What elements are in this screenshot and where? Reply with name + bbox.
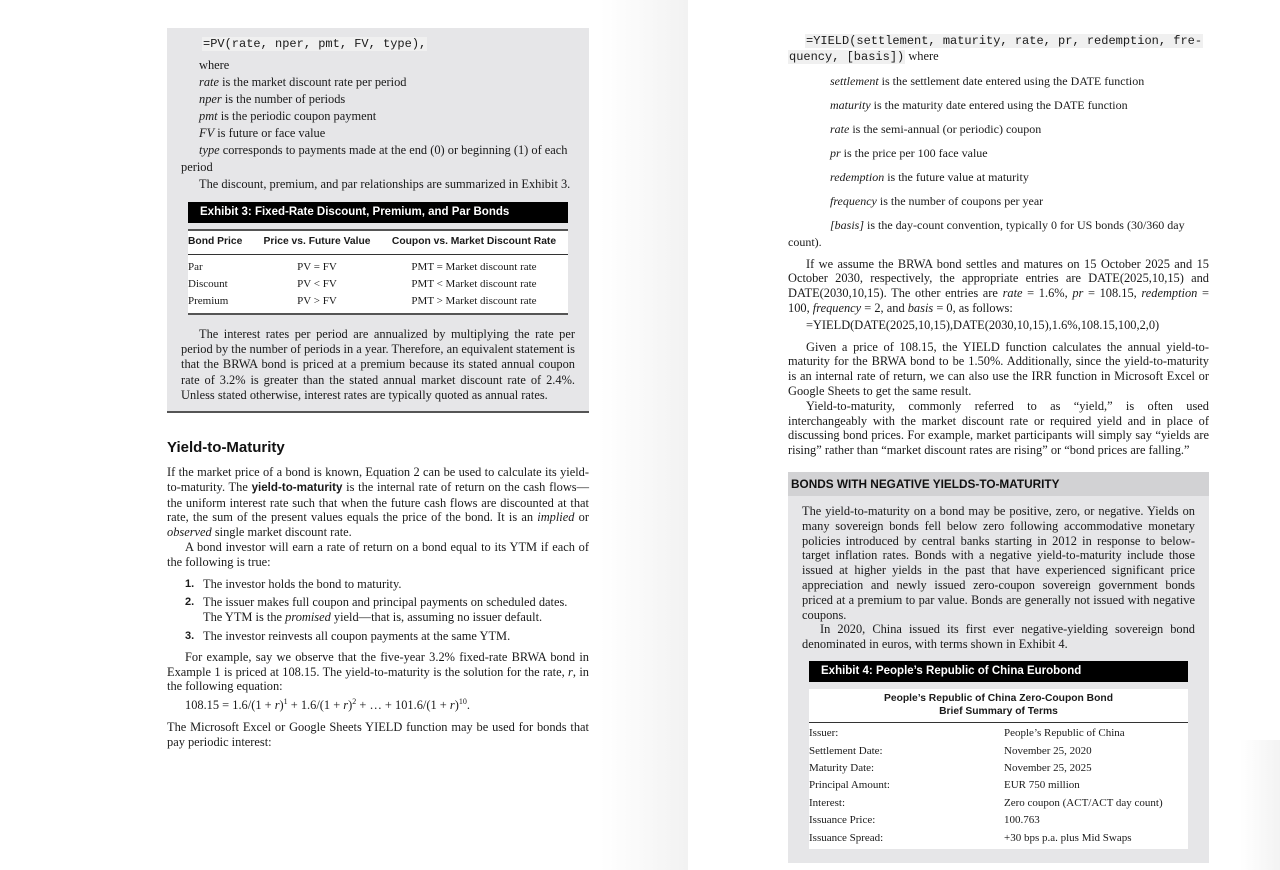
def-type-cont: period — [181, 160, 213, 174]
ytm-heading: Yield-to-Maturity — [167, 439, 285, 457]
col-header: Bond Price — [188, 236, 243, 248]
cell: Issuer: — [809, 727, 839, 740]
investor-paragraph: A bond investor will earn a rate of return on a bond equal to its YTM if each of the following is true: — [167, 540, 589, 569]
summary-line: The discount, premium, and par relationships are summarized in Exhibit 3. — [199, 177, 571, 191]
def-frequency: frequency is the number of coupons per year — [830, 193, 1044, 208]
exhibit-3-title: Exhibit 3: Fixed-Rate Discount, Premium, and Par Bonds — [188, 202, 568, 223]
cell: EUR 750 million — [1004, 779, 1080, 792]
table-row — [188, 259, 568, 276]
sidebar-heading: BONDS WITH NEGATIVE YIELDS-TO-MATURITY — [788, 472, 1209, 496]
exhibit-4-subtitle: People’s Republic of China Zero-Coupon Bond Brief Summary of Terms — [883, 692, 1113, 718]
divider — [809, 722, 1188, 723]
table-row — [809, 829, 1188, 846]
def-pr: pr is the price per 100 face value — [830, 145, 988, 160]
exhibit-4-title: Exhibit 4: People’s Republic of China Eurobond — [809, 661, 1188, 682]
cell: +30 bps p.a. plus Mid Swaps — [1004, 831, 1132, 844]
ytm-equation: $108.15 = 1.6/(1 + r)^1 + 1.6/(1 + r)^2$ + … + $101.6/(1 + r)^{10}$. — [185, 697, 470, 713]
cell: Issuance Spread: — [809, 831, 884, 844]
list-item: 2. The issuer makes full coupon and principal payments on scheduled dates. The YTM is the promised yield—that is, assuming no issuer default. — [185, 595, 589, 625]
table-row — [809, 777, 1188, 794]
cell: Maturity Date: — [809, 762, 875, 774]
cell: PMT < Market discount rate — [411, 278, 537, 291]
cell: Principal Amount: — [809, 779, 890, 792]
cell: November 25, 2020 — [1004, 744, 1092, 757]
example-paragraph: For example, say we observe that the five-year 3.2% fixed-rate BRWA bond in Example 1 is priced at 108.15. The yield-to-maturity is the solution for the rate, r, in the following equation: — [167, 649, 589, 694]
table-row — [188, 276, 568, 293]
negative-yields-sidebar — [788, 472, 1209, 863]
exhibit-4 — [809, 661, 1188, 849]
def-redemption: redemption is the future value at maturity — [830, 169, 1029, 184]
right-page — [788, 33, 1209, 863]
table-row — [809, 725, 1188, 742]
yield-formula-line1: =YIELD(settlement, maturity, rate, pr, redemption, fre- — [806, 34, 1203, 48]
cell: Par — [188, 261, 203, 274]
def-pmt: pmt is the periodic coupon payment — [199, 109, 377, 123]
cell: November 25, 2025 — [1004, 762, 1092, 774]
exhibit-3 — [188, 202, 568, 315]
pv-function-box — [167, 28, 589, 413]
def-rate: rate is the semi-annual (or periodic) coupon — [830, 121, 1042, 136]
where-label: where — [199, 58, 230, 72]
def-type: type corresponds to payments made at the end (0) or beginning (1) of each — [199, 143, 568, 157]
yield-intro-paragraph: The Microsoft Excel or Google Sheets YIELD function may be used for bonds that pay periodic interest: — [167, 720, 589, 749]
given-paragraph: Given a price of 108.15, the YIELD function calculates the annual yield-to- maturity for the BRWA bond to be 1.50%. Additionally, since the yield-to-maturity is an internal rate of return, we can also use the IRR function in Microsoft Excel or Google Sheets to get the same result. — [788, 339, 1209, 398]
exhibit-3-table — [188, 229, 568, 315]
def-basis-cont: count). — [788, 234, 822, 249]
conditions-list — [185, 577, 589, 644]
def-fv: FV is future or face value — [199, 126, 326, 140]
left-page — [167, 28, 589, 750]
sidebar-body — [788, 496, 1209, 652]
cell: PMT = Market discount rate — [411, 261, 537, 274]
table-row — [809, 742, 1188, 759]
yield-formula-line2: quency, [basis]) where — [789, 48, 939, 64]
col-header: Price vs. Future Value — [263, 236, 371, 248]
cell: Zero coupon (ACT/ACT day count) — [1004, 796, 1163, 809]
cell: PV = FV — [297, 261, 337, 274]
cell: Interest: — [809, 796, 846, 809]
exhibit-3-header-row — [188, 231, 568, 255]
exhibit-4-table — [809, 689, 1188, 849]
table-row — [809, 760, 1188, 777]
cell: PMT > Market discount rate — [411, 295, 537, 308]
ytm-common-paragraph: Yield-to-maturity, commonly referred to as “yield,” is often used interchangeably with the market discount rate or required yield and in place of discussing bond prices. For example, market participants will simply say “yields are rising” rather than “market discount rates are rising” or “bond prices are falling.” — [788, 398, 1209, 458]
def-basis: [basis] is the day-count convention, typically 0 for US bonds (30/360 day — [830, 217, 1185, 232]
def-maturity: maturity is the maturity date entered using the DATE function — [830, 97, 1128, 112]
page-edge-shadow — [1240, 740, 1280, 870]
yield-call: =YIELD(DATE(2025,10,15),DATE(2030,10,15),1.6%,108.15,100,2,0) — [806, 317, 1160, 332]
table-row — [809, 794, 1188, 811]
cell: Premium — [188, 295, 229, 308]
sidebar-paragraph-1: The yield-to-maturity on a bond may be positive, zero, or negative. Yields on many sovereign bonds fell below zero following accommodative monetary policies introduced by central banks starting in 2012 in response to below-target inflation rates. Bonds with a negative yield-to-maturity include those issued at higher yields in the past that have experienced significant price appreciation and newly issued zero-coupon sovereign government bonds priced at a premium to par value. Bonds are generally not issued with negative coupons. — [802, 503, 1195, 622]
list-item: 1. The investor holds the bond to maturity. — [185, 576, 402, 591]
annualized-paragraph: The interest rates per period are annualized by multiplying the rate per period by the number of periods in a year. Therefore, an equivalent statement is that the BRWA bond is priced at a premium because its stated annual coupon rate of 3.2% is greater than the stated annual market discount rate of 2.4%. Unless stated otherwise, interest rates are typically quoted as annual rates. — [181, 327, 575, 402]
cell: Settlement Date: — [809, 744, 883, 757]
cell: PV > FV — [297, 295, 337, 308]
def-rate: rate is the market discount rate per period — [199, 75, 407, 89]
sidebar-paragraph-2: In 2020, China issued its first ever negative-yielding sovereign bond denominated in euros, with terms shown in Exhibit 4. — [802, 622, 1195, 652]
list-item: 3. The investor reinvests all coupon payments at the same YTM. — [185, 628, 511, 643]
cell: Discount — [188, 278, 228, 291]
cell: 100.763 — [1004, 814, 1040, 827]
assume-paragraph: If we assume the BRWA bond settles and matures on 15 October 2025 and 15 October 2030, respectively, the appropriate entries are DATE(2025,10,15) and DATE(2030,10,15). The other entries are rate = 1.6%, pr = 108.15, redemption = 100, frequency = 2, and basis = 0, as follows: — [788, 256, 1209, 315]
table-row — [188, 293, 568, 310]
def-settlement: settlement is the settlement date entered using the DATE function — [830, 73, 1145, 88]
pv-formula: =PV(rate, nper, pmt, FV, type), — [203, 37, 427, 51]
page-gutter — [600, 0, 688, 870]
ytm-paragraph: If the market price of a bond is known, Equation 2 can be used to calculate its yield-to-maturity. The yield-to-maturity is the internal rate of return on the cash flows—the uniform interest rate such that when the future cash flows are discounted at that rate, the sum of the present values equals the price of the bond. It is an implied or observed single market discount rate. — [167, 465, 589, 540]
def-nper: nper is the number of periods — [199, 92, 346, 106]
list-item-continuation: The YTM is the promised yield—that is, assuming no issuer default. — [203, 610, 543, 625]
cell: People’s Republic of China — [1004, 727, 1125, 740]
table-row — [809, 812, 1188, 829]
cell: PV < FV — [297, 278, 337, 291]
col-header: Coupon vs. Market Discount Rate — [391, 236, 557, 248]
cell: Issuance Price: — [809, 814, 876, 827]
